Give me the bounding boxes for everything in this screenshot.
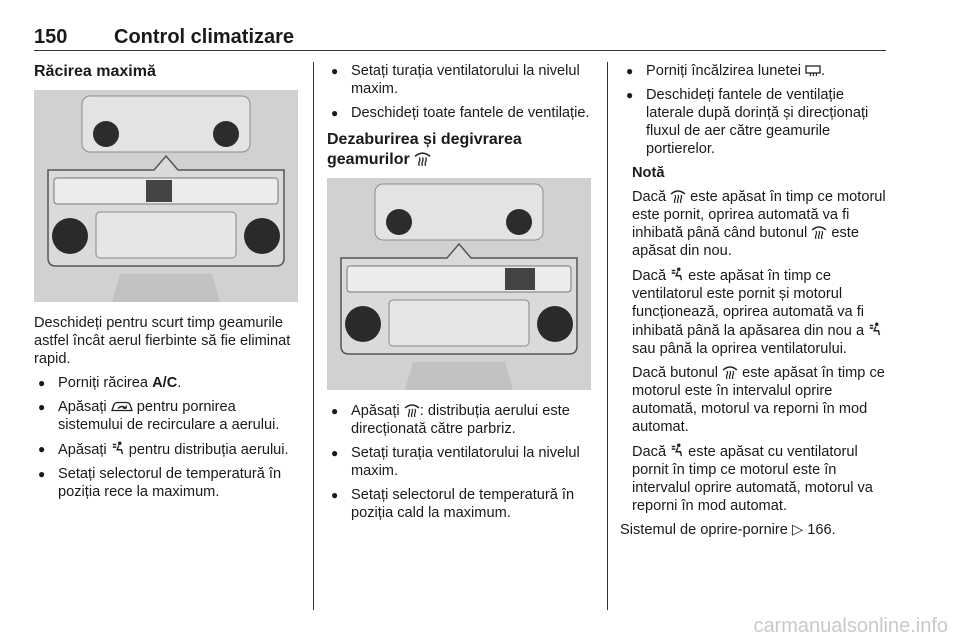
list-item: ● Apăsați pentru distribuția aerului.: [34, 440, 300, 459]
list-item: ● Deschideți fantele de ventilație laterale după dorință și direcționați fluxul de aer către geamurile portierelor.: [622, 86, 890, 158]
watermark: carmanualsonline.info: [753, 615, 948, 637]
defrost-icon: [722, 365, 738, 379]
list-item: ● Porniți încălzirea lunetei .: [622, 62, 890, 80]
note-paragraph: Dacă este apăsat în timp ce ventilatorul este pornit și motorul funcționează, oprirea automată va fi inhibată până la apăsarea din nou a sau până la oprirea ventilatorului.: [632, 266, 890, 358]
bullet-list: [327, 62, 593, 122]
paragraph: Deschideți pentru scurt timp geamurile astfel încât aerul fierbinte să fie eliminat rapid.: [34, 315, 291, 367]
bullet-list: [34, 374, 300, 501]
column-2: [327, 62, 593, 528]
section-heading-max-cooling: Răcirea maximă: [34, 63, 156, 80]
column-1: [34, 62, 300, 507]
list-item: ● Setați selectorul de temperatură în poziția cald la maximum.: [327, 486, 593, 522]
climate-panel-photo: [327, 178, 591, 390]
section-heading-defrost: Dezaburirea și degivrarea geamurilor: [327, 131, 522, 168]
page-number: 150: [34, 26, 68, 48]
column-divider: [607, 62, 608, 610]
defrost-icon: [404, 403, 420, 417]
column-divider: [313, 62, 314, 610]
page-header: [34, 0, 886, 51]
defrost-icon: [670, 189, 686, 203]
rear-window-heating-icon: [805, 65, 821, 77]
note-title: Notă: [632, 165, 665, 181]
air-distribution-icon: [868, 321, 882, 337]
list-item: ● Apăsați : distribuția aerului este direcționată către parbriz.: [327, 402, 593, 438]
climate-panel-photo: [34, 90, 298, 302]
cross-reference[interactable]: Sistemul de oprire-pornire ▷ 166.: [620, 522, 836, 538]
list-item: ● Deschideți toate fantele de ventilație.: [327, 104, 593, 122]
column-3: [622, 62, 890, 545]
list-item: ● Setați turația ventilatorului la nivelul maxim.: [327, 62, 593, 98]
list-item: ● Setați selectorul de temperatură în poziția rece la maximum.: [34, 465, 300, 501]
note-block: [622, 164, 890, 515]
list-item: ● Porniți răcirea A/C.: [34, 374, 300, 392]
note-paragraph: Dacă butonul este apăsat în timp ce motorul este în intervalul oprire automată, motorul va reporni în mod automat.: [632, 365, 885, 435]
air-distribution-icon: [670, 442, 684, 458]
defrost-icon: [811, 225, 827, 239]
list-item: ● Setați turația ventilatorului la nivelul maxim.: [327, 444, 593, 480]
arrow-right-icon: ▷: [791, 522, 804, 538]
note-paragraph: Dacă este apăsat în timp ce motorul este pornit, oprirea automată va fi inhibată până când butonul este apăsat din nou.: [632, 189, 886, 259]
bullet-list: [327, 402, 593, 522]
recirculation-icon: [111, 400, 133, 413]
note-paragraph: Dacă este apăsat cu ventilatorul pornit în timp ce motorul este în intervalul oprire automată, motorul va reporni în mod automat.: [632, 444, 873, 514]
air-distribution-icon: [111, 440, 125, 456]
bullet-list: [622, 62, 890, 158]
list-item: ● Apăsați pentru pornirea sistemului de recirculare a aerului.: [34, 398, 300, 434]
air-distribution-icon: [670, 266, 684, 282]
page-title: Control climatizare: [114, 26, 295, 48]
defrost-icon: [414, 151, 431, 166]
